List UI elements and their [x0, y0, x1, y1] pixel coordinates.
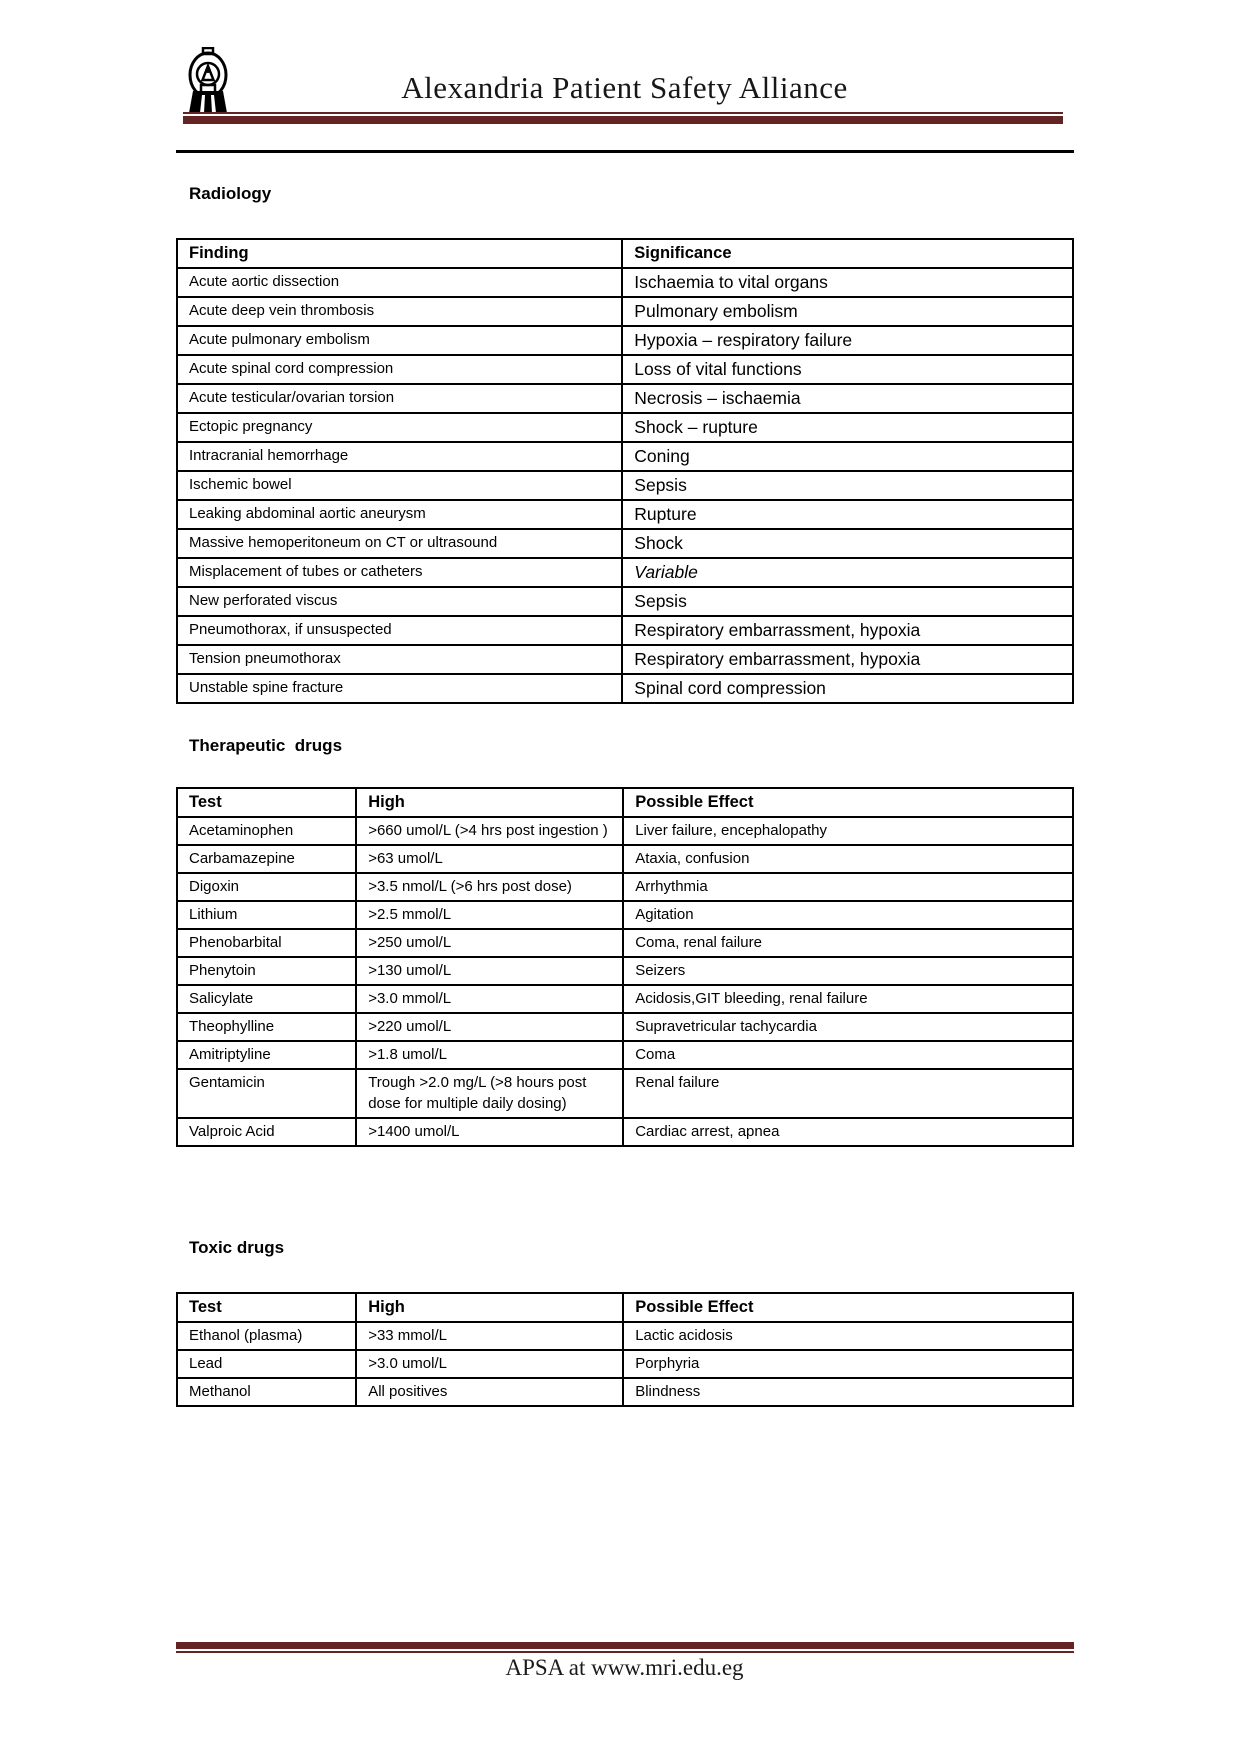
table-cell: Porphyria: [623, 1350, 1073, 1378]
table-row: [177, 817, 1073, 845]
table-cell: Ectopic pregnancy: [177, 413, 622, 442]
table-cell: Hypoxia – respiratory failure: [622, 326, 1073, 355]
table-cell: Lactic acidosis: [623, 1322, 1073, 1350]
table-cell: Shock: [622, 529, 1073, 558]
table-cell: Valproic Acid: [177, 1118, 356, 1146]
document-title: Alexandria Patient Safety Alliance: [401, 70, 848, 105]
table-row: [177, 1350, 1073, 1378]
table-cell: Acute aortic dissection: [177, 268, 622, 297]
column-header: High: [356, 1293, 623, 1322]
table-row: [177, 674, 1073, 703]
table-cell: Tension pneumothorax: [177, 645, 622, 674]
therapeutic-drugs-table: [176, 787, 1074, 1147]
table-cell: Rupture: [622, 500, 1073, 529]
table-row: [177, 616, 1073, 645]
column-header: Significance: [622, 239, 1073, 268]
table-row: [177, 957, 1073, 985]
column-header: High: [356, 788, 623, 817]
table-row: [177, 558, 1073, 587]
table-row: [177, 1041, 1073, 1069]
table-cell: All positives: [356, 1378, 623, 1406]
table-cell: Lead: [177, 1350, 356, 1378]
table-cell: >660 umol/L (>4 hrs post ingestion ): [356, 817, 623, 845]
column-header: Finding: [177, 239, 622, 268]
section-heading-radiology: Radiology: [189, 184, 272, 203]
table-row: [177, 500, 1073, 529]
table-cell: Sepsis: [622, 587, 1073, 616]
table-cell: >1400 umol/L: [356, 1118, 623, 1146]
table-cell: Spinal cord compression: [622, 674, 1073, 703]
table-row: [177, 471, 1073, 500]
table-row: [177, 413, 1073, 442]
table-row: [177, 268, 1073, 297]
table-cell: Acute deep vein thrombosis: [177, 297, 622, 326]
table-row: [177, 442, 1073, 471]
table-row: [177, 645, 1073, 674]
table-row: [177, 297, 1073, 326]
table-cell: >33 mmol/L: [356, 1322, 623, 1350]
table-header-row: [177, 239, 1073, 268]
table-row: [177, 587, 1073, 616]
table-cell: Ataxia, confusion: [623, 845, 1073, 873]
table-cell: Liver failure, encephalopathy: [623, 817, 1073, 845]
section-heading-therapeutic-drugs: Therapeutic drugs: [189, 736, 343, 755]
table-cell: Shock – rupture: [622, 413, 1073, 442]
table-cell: Supravetricular tachycardia: [623, 1013, 1073, 1041]
table-row: [177, 873, 1073, 901]
column-header: Possible Effect: [623, 1293, 1073, 1322]
table-row: [177, 845, 1073, 873]
table-cell: >250 umol/L: [356, 929, 623, 957]
table-cell: >3.0 mmol/L: [356, 985, 623, 1013]
table-row: [177, 384, 1073, 413]
table-cell: Ischemic bowel: [177, 471, 622, 500]
table-cell: Necrosis – ischaemia: [622, 384, 1073, 413]
table-cell: Coma, renal failure: [623, 929, 1073, 957]
table-cell: Agitation: [623, 901, 1073, 929]
footer-text: APSA at www.mri.edu.eg: [505, 1655, 744, 1680]
section-heading-toxic-drugs: Toxic drugs: [189, 1238, 285, 1257]
table-row: [177, 1118, 1073, 1146]
table-cell: Acidosis,GIT bleeding, renal failure: [623, 985, 1073, 1013]
table-cell: Acute testicular/ovarian torsion: [177, 384, 622, 413]
table-cell: Phenobarbital: [177, 929, 356, 957]
table-cell: Methanol: [177, 1378, 356, 1406]
table-cell: Ischaemia to vital organs: [622, 268, 1073, 297]
table-cell: Renal failure: [623, 1069, 1073, 1118]
table-cell: Loss of vital functions: [622, 355, 1073, 384]
table-cell: Digoxin: [177, 873, 356, 901]
radiology-table: [176, 238, 1074, 704]
table-cell: Respiratory embarrassment, hypoxia: [622, 645, 1073, 674]
table-cell: Amitriptyline: [177, 1041, 356, 1069]
table-cell: Cardiac arrest, apnea: [623, 1118, 1073, 1146]
footer-rule: [176, 1642, 1074, 1653]
table-cell: Coma: [623, 1041, 1073, 1069]
table-row: [177, 1069, 1073, 1118]
table-cell: >63 umol/L: [356, 845, 623, 873]
table-row: [177, 985, 1073, 1013]
table-row: [177, 1322, 1073, 1350]
table-cell: Sepsis: [622, 471, 1073, 500]
table-header-row: [177, 1293, 1073, 1322]
header-rule: [183, 112, 1063, 124]
table-row: [177, 1013, 1073, 1041]
table-cell: Leaking abdominal aortic aneurysm: [177, 500, 622, 529]
table-cell: Blindness: [623, 1378, 1073, 1406]
table-cell: Phenytoin: [177, 957, 356, 985]
table-cell: Pneumothorax, if unsuspected: [177, 616, 622, 645]
table-cell: Intracranial hemorrhage: [177, 442, 622, 471]
table-cell: Theophylline: [177, 1013, 356, 1041]
table-cell: Pulmonary embolism: [622, 297, 1073, 326]
table-header-row: [177, 788, 1073, 817]
column-header: Test: [177, 788, 356, 817]
table-cell: Gentamicin: [177, 1069, 356, 1118]
table-cell: Unstable spine fracture: [177, 674, 622, 703]
table-cell: >130 umol/L: [356, 957, 623, 985]
table-cell: Variable: [622, 558, 1073, 587]
table-cell: Acetaminophen: [177, 817, 356, 845]
table-cell: Arrhythmia: [623, 873, 1073, 901]
table-cell: Trough >2.0 mg/L (>8 hours post dose for multiple daily dosing): [356, 1069, 623, 1118]
table-row: [177, 355, 1073, 384]
table-cell: New perforated viscus: [177, 587, 622, 616]
table-row: [177, 901, 1073, 929]
table-row: [177, 929, 1073, 957]
table-row: [177, 1378, 1073, 1406]
table-cell: Seizers: [623, 957, 1073, 985]
table-cell: >3.0 umol/L: [356, 1350, 623, 1378]
table-cell: Salicylate: [177, 985, 356, 1013]
table-cell: >2.5 mmol/L: [356, 901, 623, 929]
column-header: Possible Effect: [623, 788, 1073, 817]
table-cell: Acute spinal cord compression: [177, 355, 622, 384]
toxic-drugs-table: [176, 1292, 1074, 1407]
table-cell: Massive hemoperitoneum on CT or ultrasound: [177, 529, 622, 558]
column-header: Test: [177, 1293, 356, 1322]
table-cell: >3.5 nmol/L (>6 hrs post dose): [356, 873, 623, 901]
table-cell: >220 umol/L: [356, 1013, 623, 1041]
table-cell: Carbamazepine: [177, 845, 356, 873]
table-cell: Misplacement of tubes or catheters: [177, 558, 622, 587]
table-cell: Ethanol (plasma): [177, 1322, 356, 1350]
table-row: [177, 326, 1073, 355]
table-cell: >1.8 umol/L: [356, 1041, 623, 1069]
divider-line: [176, 150, 1074, 153]
table-cell: Respiratory embarrassment, hypoxia: [622, 616, 1073, 645]
table-cell: Lithium: [177, 901, 356, 929]
table-cell: Coning: [622, 442, 1073, 471]
table-cell: Acute pulmonary embolism: [177, 326, 622, 355]
table-row: [177, 529, 1073, 558]
